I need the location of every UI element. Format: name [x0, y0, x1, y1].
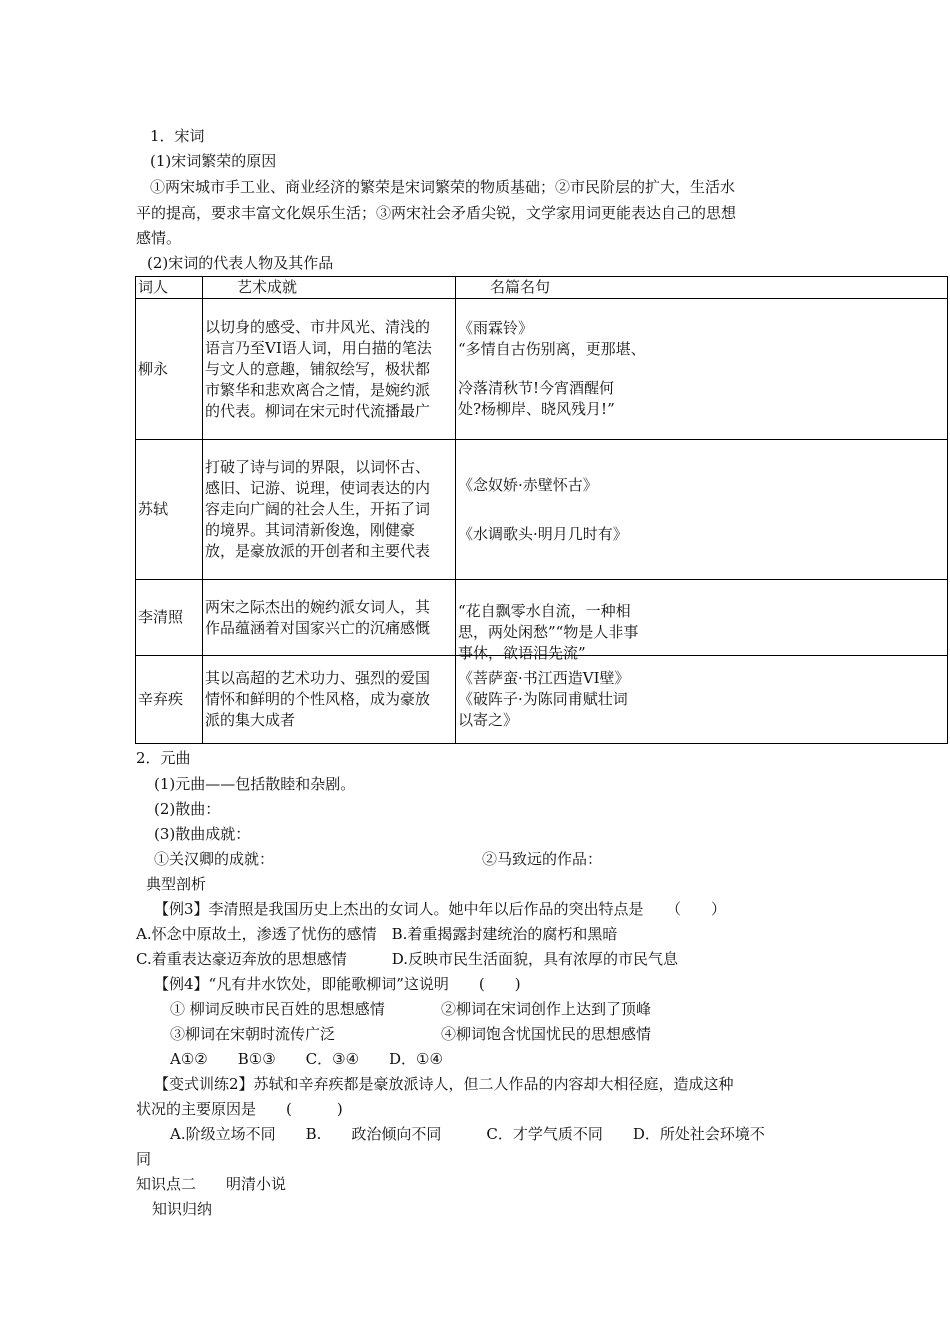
- art-line: 语言乃至VI语人词，用白描的笔法: [205, 338, 432, 357]
- works-line: 事休，欲语泪先流”: [458, 643, 586, 662]
- table-row: [136, 299, 948, 440]
- art-line: 两宋之际杰出的婉约派女词人，其: [205, 597, 431, 616]
- art-line: 以切身的感受、市井风光、清浅的: [205, 317, 431, 336]
- reasons-line-1: ①两宋城市手工业、商业经济的繁荣是宋词繁荣的物质基础；②市民阶层的扩大，生活水: [150, 178, 736, 196]
- works-cell: [456, 580, 948, 662]
- art-cell: [203, 440, 456, 580]
- table-header-row: [136, 277, 948, 299]
- variant-2-options-tail: 同: [136, 1150, 152, 1168]
- works-spacer: [458, 496, 945, 524]
- poets-table: [135, 276, 948, 744]
- example-4-item-2: ②柳词在宋词创作上达到了顶峰: [441, 1000, 652, 1018]
- works-cell: [456, 440, 948, 580]
- works-line: 思，两处闲愁”“物是人非事: [458, 622, 639, 641]
- art-line: 市繁华和悲欢离合之情，是婉约派: [205, 380, 431, 399]
- guan-hanqing-item: ①关汉卿的成就：: [154, 850, 275, 868]
- reasons-heading: (1)宋词繁荣的原因: [150, 152, 277, 170]
- section-1-heading: 1．宋词: [150, 127, 205, 145]
- art-line: 放，是豪放派的开创者和主要代表: [205, 542, 431, 560]
- art-cell: [203, 299, 456, 440]
- header-works: 名篇名句: [456, 277, 948, 299]
- variant-2-question-line-2: 状况的主要原因是 ( ): [136, 1100, 343, 1118]
- works-line: 《水调歌头·明月几时有》: [458, 524, 628, 543]
- yuanqu-line-3: (3)散曲成就：: [154, 825, 251, 843]
- yuanqu-line-1: (1)元曲——包括散睦和杂剧。: [154, 775, 356, 793]
- art-line: 派的集大成者: [205, 711, 296, 729]
- example-4-item-4: ④柳词饱含忧国忧民的思想感情: [441, 1025, 652, 1043]
- art-line: 的代表。柳词在宋元时代流播最广: [205, 401, 431, 420]
- example-4-options: A①② B①③ C．③④ D．①④: [170, 1050, 443, 1068]
- knowledge-point-2-heading: 知识点二 明清小说: [136, 1175, 287, 1193]
- poets-heading: (2)宋词的代表人物及其作品: [147, 254, 334, 272]
- art-line: 作品蕴涵着对国家兴亡的沉痛感慨: [205, 618, 431, 637]
- header-poet: 词人: [136, 277, 203, 299]
- art-cell: [203, 656, 456, 744]
- poet-cell: 柳永: [136, 299, 203, 440]
- art-line: 容走向广阔的社会人生，开拓了词: [205, 500, 431, 518]
- example-4-item-3: ③柳词在宋朝时流传广泛: [170, 1025, 336, 1043]
- works-line: 《念奴娇·赤壁怀古》: [458, 475, 598, 494]
- works-line: 以寄之》: [458, 711, 519, 729]
- table-row: [136, 580, 948, 656]
- works-line: “花自飘零水自流，一种相: [458, 601, 631, 620]
- art-line: 其以高超的艺术功力、强烈的爱国: [205, 669, 431, 687]
- art-line: 与文人的意趣，铺叙绘写，极状都: [205, 359, 431, 378]
- works-line: 《雨霖铃》: [458, 319, 534, 337]
- works-line: 《破阵子·为陈同甫赋壮词: [458, 690, 628, 708]
- works-cell: [456, 299, 948, 440]
- works-line: “多情自古伤别离，更那堪、: [458, 340, 646, 358]
- yuanqu-line-2: (2)散曲：: [154, 800, 221, 818]
- poet-cell: 辛弃疾: [136, 656, 203, 744]
- section-2-heading: 2．元曲: [136, 749, 191, 767]
- works-line: 《菩萨蛮·书江西造VI壁》: [458, 669, 630, 687]
- header-art: 艺术成就: [203, 277, 456, 299]
- analysis-heading: 典型剖析: [146, 875, 207, 893]
- art-cell: [203, 580, 456, 656]
- ma-zhiyuan-item: ②马致远的作品：: [482, 850, 603, 868]
- example-4-item-1: ① 柳词反映市民百姓的思想感情: [170, 1000, 385, 1018]
- example-3-options-cd: C.着重表达豪迈奔放的思想感情 D.反映市民生活面貌，具有浓厚的市民气息: [136, 950, 678, 968]
- example-3-options-ab: A.怀念中原故土，渗透了忧伤的感情 B.着重揭露封建统治的腐朽和黑暗: [136, 925, 618, 943]
- works-cell: [456, 656, 948, 744]
- table-row: [136, 440, 948, 580]
- art-line: 的境界。其词清新俊逸，刚健豪: [205, 521, 416, 539]
- example-3-question: 【例3】李清照是我国历史上杰出的女词人。她中年以后作品的突出特点是 （ ）: [154, 900, 727, 918]
- works-line: 冷落清秋节!今宵酒醒何: [458, 379, 615, 397]
- knowledge-summary-heading: 知识归纳: [152, 1200, 213, 1218]
- variant-2-options: A.阶级立场不同 B. 政治倾向不同 C．才学气质不同 D．所处社会环境不: [170, 1125, 765, 1143]
- variant-2-question-line-1: 【变式训练2】苏轼和辛弃疾都是豪放派诗人，但二人作品的内容却大相径庭，造成这种: [154, 1075, 734, 1093]
- example-4-question: 【例4】“凡有井水饮处，即能歌柳词”这说明 ( ): [154, 975, 521, 993]
- art-line: 情怀和鲜明的个性风格，成为豪放: [205, 690, 431, 708]
- art-line: 打破了诗与词的界限，以词怀古、: [205, 458, 431, 476]
- reasons-line-3: 感情。: [136, 229, 182, 247]
- art-line: 感旧、记游、说理，使词表达的内: [205, 479, 431, 497]
- poet-cell: 李清照: [136, 580, 203, 656]
- works-spacer: [458, 360, 945, 378]
- poet-cell: 苏轼: [136, 440, 203, 580]
- reasons-line-2: 平的提高，要求丰富文化娱乐生活；③两宋社会矛盾尖锐，文学家用词更能表达自己的思想: [136, 204, 737, 222]
- works-line: 处?杨柳岸、晓风残月!”: [458, 400, 615, 418]
- table-row: [136, 656, 948, 744]
